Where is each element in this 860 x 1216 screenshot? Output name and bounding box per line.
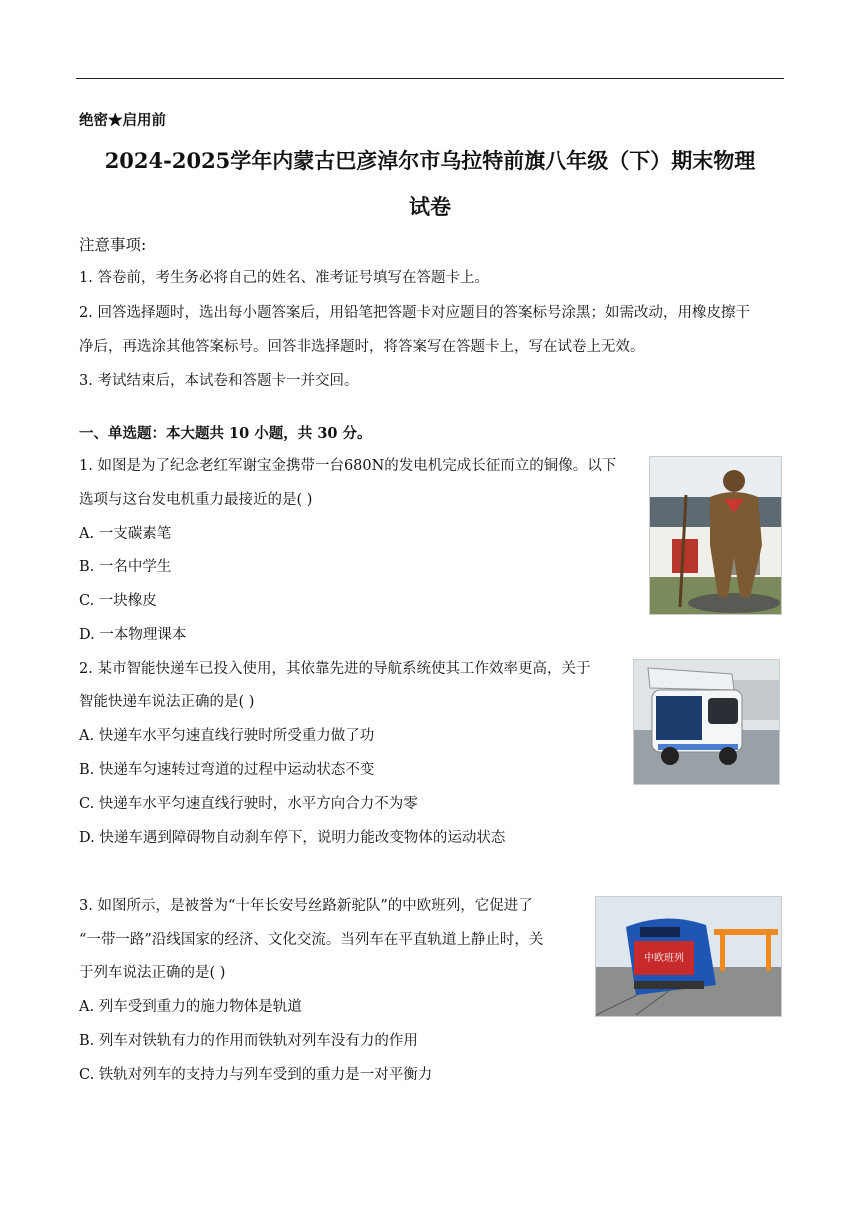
notice-item-3: 3. 考试结束后，本试卷和答题卡一并交回。 bbox=[79, 373, 359, 389]
delivery-vehicle-image bbox=[633, 659, 780, 785]
q3-option-c: C. 铁轨对列车的支持力与列车受到的重力是一对平衡力 bbox=[79, 1067, 433, 1083]
notice-item-1: 1. 答卷前，考生务必将自己的姓名、准考证号填写在答题卡上。 bbox=[79, 270, 489, 286]
statue-image bbox=[649, 456, 782, 615]
header-rule bbox=[76, 78, 784, 79]
train-image bbox=[595, 896, 782, 1017]
q2-stem-line1: 2. 某市智能快递车已投入使用，其依靠先进的导航系统使其工作效率更高，关于 bbox=[79, 661, 591, 677]
q3-stem-line2: “一带一路”沿线国家的经济、文化交流。当列车在平直轨道上静止时，关 bbox=[79, 932, 544, 948]
q3-option-a: A. 列车受到重力的施力物体是轨道 bbox=[79, 999, 302, 1015]
notice-item-2: 2. 回答选择题时，选出每小题答案后，用铅笔把答题卡对应题目的答案标号涂黑；如需改动，用橡皮擦干 bbox=[79, 305, 750, 321]
q1-option-c: C. 一块橡皮 bbox=[79, 593, 157, 609]
section-heading: 一、单选题：本大题共 10 小题，共 30 分。 bbox=[79, 425, 372, 442]
q1-stem-line1: 1. 如图是为了纪念老红军谢宝金携带一台680N的发电机完成长征而立的铜像。以下 bbox=[79, 458, 617, 474]
exam-title-line2: 试卷 bbox=[409, 194, 451, 219]
q1-option-a: A. 一支碳素笔 bbox=[79, 526, 172, 542]
q3-stem-line3: 于列车说法正确的是( ) bbox=[79, 965, 226, 981]
notice-item-2-cont: 净后，再选涂其他答案标号。回答非选择题时，将答案写在答题卡上，写在试卷上无效。 bbox=[79, 339, 645, 355]
q2-stem-line2: 智能快递车说法正确的是( ) bbox=[79, 694, 255, 710]
q3-stem-line1: 3. 如图所示，是被誉为“十年长安号丝路新驼队”的中欧班列，它促进了 bbox=[79, 898, 533, 914]
q2-option-b: B. 快递车匀速转过弯道的过程中运动状态不变 bbox=[79, 762, 375, 778]
train-sign-text: 中欧班列 bbox=[644, 953, 684, 964]
q2-option-d: D. 快递车遇到障碍物自动刹车停下，说明力能改变物体的运动状态 bbox=[79, 830, 506, 846]
q3-option-b: B. 列车对铁轨有力的作用而铁轨对列车没有力的作用 bbox=[79, 1033, 418, 1049]
q1-option-b: B. 一名中学生 bbox=[79, 559, 172, 575]
secret-label: 绝密★启用前 bbox=[79, 112, 166, 129]
q1-option-d: D. 一本物理课本 bbox=[79, 627, 187, 643]
exam-title-line1: 2024-2025学年内蒙古巴彦淖尔市乌拉特前旗八年级（下）期末物理 bbox=[104, 148, 756, 173]
q2-option-a: A. 快递车水平匀速直线行驶时所受重力做了功 bbox=[79, 728, 375, 744]
q1-stem-line2: 选项与这台发电机重力最接近的是( ) bbox=[79, 492, 313, 508]
notice-heading: 注意事项: bbox=[79, 236, 147, 254]
q2-option-c: C. 快递车水平匀速直线行驶时，水平方向合力不为零 bbox=[79, 796, 418, 812]
